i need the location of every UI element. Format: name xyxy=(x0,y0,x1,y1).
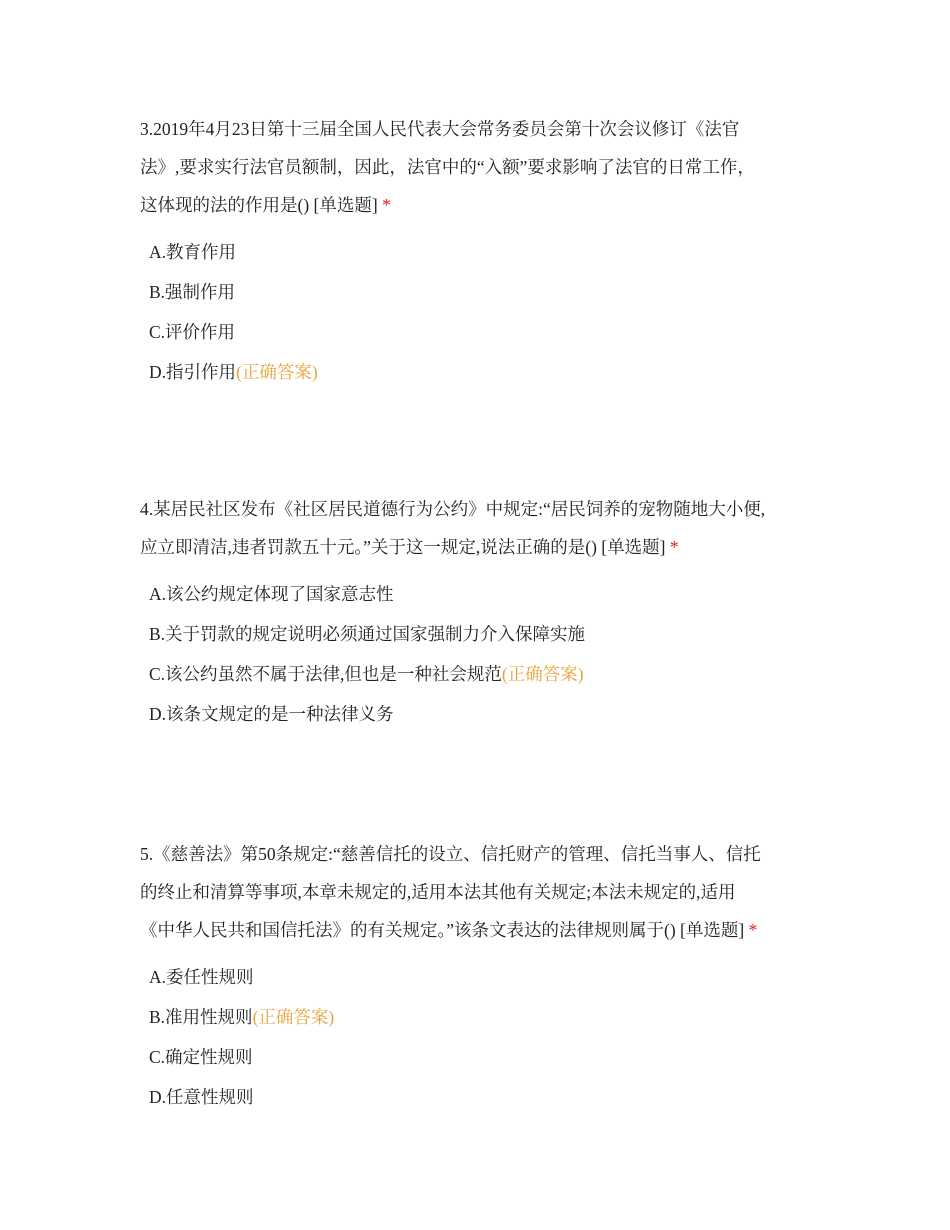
option-d[interactable] xyxy=(140,1077,820,1117)
stem-line-last xyxy=(140,186,820,224)
option-text: B.准用性规则 xyxy=(149,1007,253,1027)
option-text: C.该公约虽然不属于法律,但也是一种社会规范 xyxy=(149,664,502,684)
stem-text: 《中华人民共和国信托法》的有关规定。”该条文表达的法律规则属于() xyxy=(140,920,676,940)
option-text: B.强制作用 xyxy=(149,282,236,302)
option-d[interactable] xyxy=(140,352,820,392)
stem-line: 5.《慈善法》第50条规定:“慈善信托的设立、信托财产的管理、信托当事人、信托 xyxy=(140,844,761,864)
question-5 xyxy=(140,835,820,1117)
correct-answer-label: (正确答案) xyxy=(252,1007,335,1027)
stem-line-last xyxy=(140,528,820,566)
option-text: B.关于罚款的规定说明必须通过国家强制力介入保障实施 xyxy=(149,624,586,644)
question-stem xyxy=(140,835,820,949)
option-list xyxy=(140,957,820,1117)
stem-line: 3.2019年4月23日第十三届全国人民代表大会常务委员会第十次会议修订《法官 xyxy=(140,119,740,139)
question-type-tag: [单选题] xyxy=(313,195,378,215)
option-b[interactable] xyxy=(140,272,820,312)
option-c[interactable] xyxy=(140,654,820,694)
option-text: A.委任性规则 xyxy=(149,967,254,987)
option-c[interactable] xyxy=(140,312,820,352)
option-d[interactable] xyxy=(140,694,820,734)
question-4 xyxy=(140,490,820,734)
correct-answer-label: (正确答案) xyxy=(501,664,584,684)
option-a[interactable] xyxy=(140,574,820,614)
correct-answer-label: (正确答案) xyxy=(236,362,318,382)
option-b[interactable] xyxy=(140,997,820,1037)
stem-line: 4.某居民社区发布《社区居民道德行为公约》中规定:“居民饲养的宠物随地大小便, xyxy=(140,499,766,519)
stem-line-last xyxy=(140,911,820,949)
required-mark: * xyxy=(669,537,679,557)
question-stem xyxy=(140,490,820,566)
required-mark: * xyxy=(382,195,391,215)
option-c[interactable] xyxy=(140,1037,820,1077)
option-a[interactable] xyxy=(140,957,820,997)
question-3 xyxy=(140,110,820,392)
stem-text: 应立即清洁,违者罚款五十元。”关于这一规定,说法正确的是() xyxy=(140,537,597,557)
stem-text: 这体现的法的作用是() xyxy=(140,195,310,215)
option-text: D.该条文规定的是一种法律义务 xyxy=(149,704,394,724)
option-list xyxy=(140,574,820,734)
option-text: C.评价作用 xyxy=(149,322,236,342)
question-stem xyxy=(140,110,820,224)
option-a[interactable] xyxy=(140,232,820,272)
question-type-tag: [单选题] xyxy=(680,920,745,940)
question-type-tag: [单选题] xyxy=(601,537,666,557)
option-text: A.教育作用 xyxy=(149,242,237,262)
option-text: A.该公约规定体现了国家意志性 xyxy=(149,584,394,604)
option-text: D.任意性规则 xyxy=(149,1087,254,1107)
stem-line: 的终止和清算等事项,本章未规定的,适用本法其他有关规定;本法未规定的,适用 xyxy=(140,882,736,902)
option-text: C.确定性规则 xyxy=(149,1047,253,1067)
stem-line: 法》,要求实行法官员额制，因此，法官中的“入额”要求影响了法官的日常工作， xyxy=(140,157,755,177)
required-mark: * xyxy=(748,920,758,940)
option-text: D.指引作用 xyxy=(149,362,237,382)
option-list xyxy=(140,232,820,392)
option-b[interactable] xyxy=(140,614,820,654)
